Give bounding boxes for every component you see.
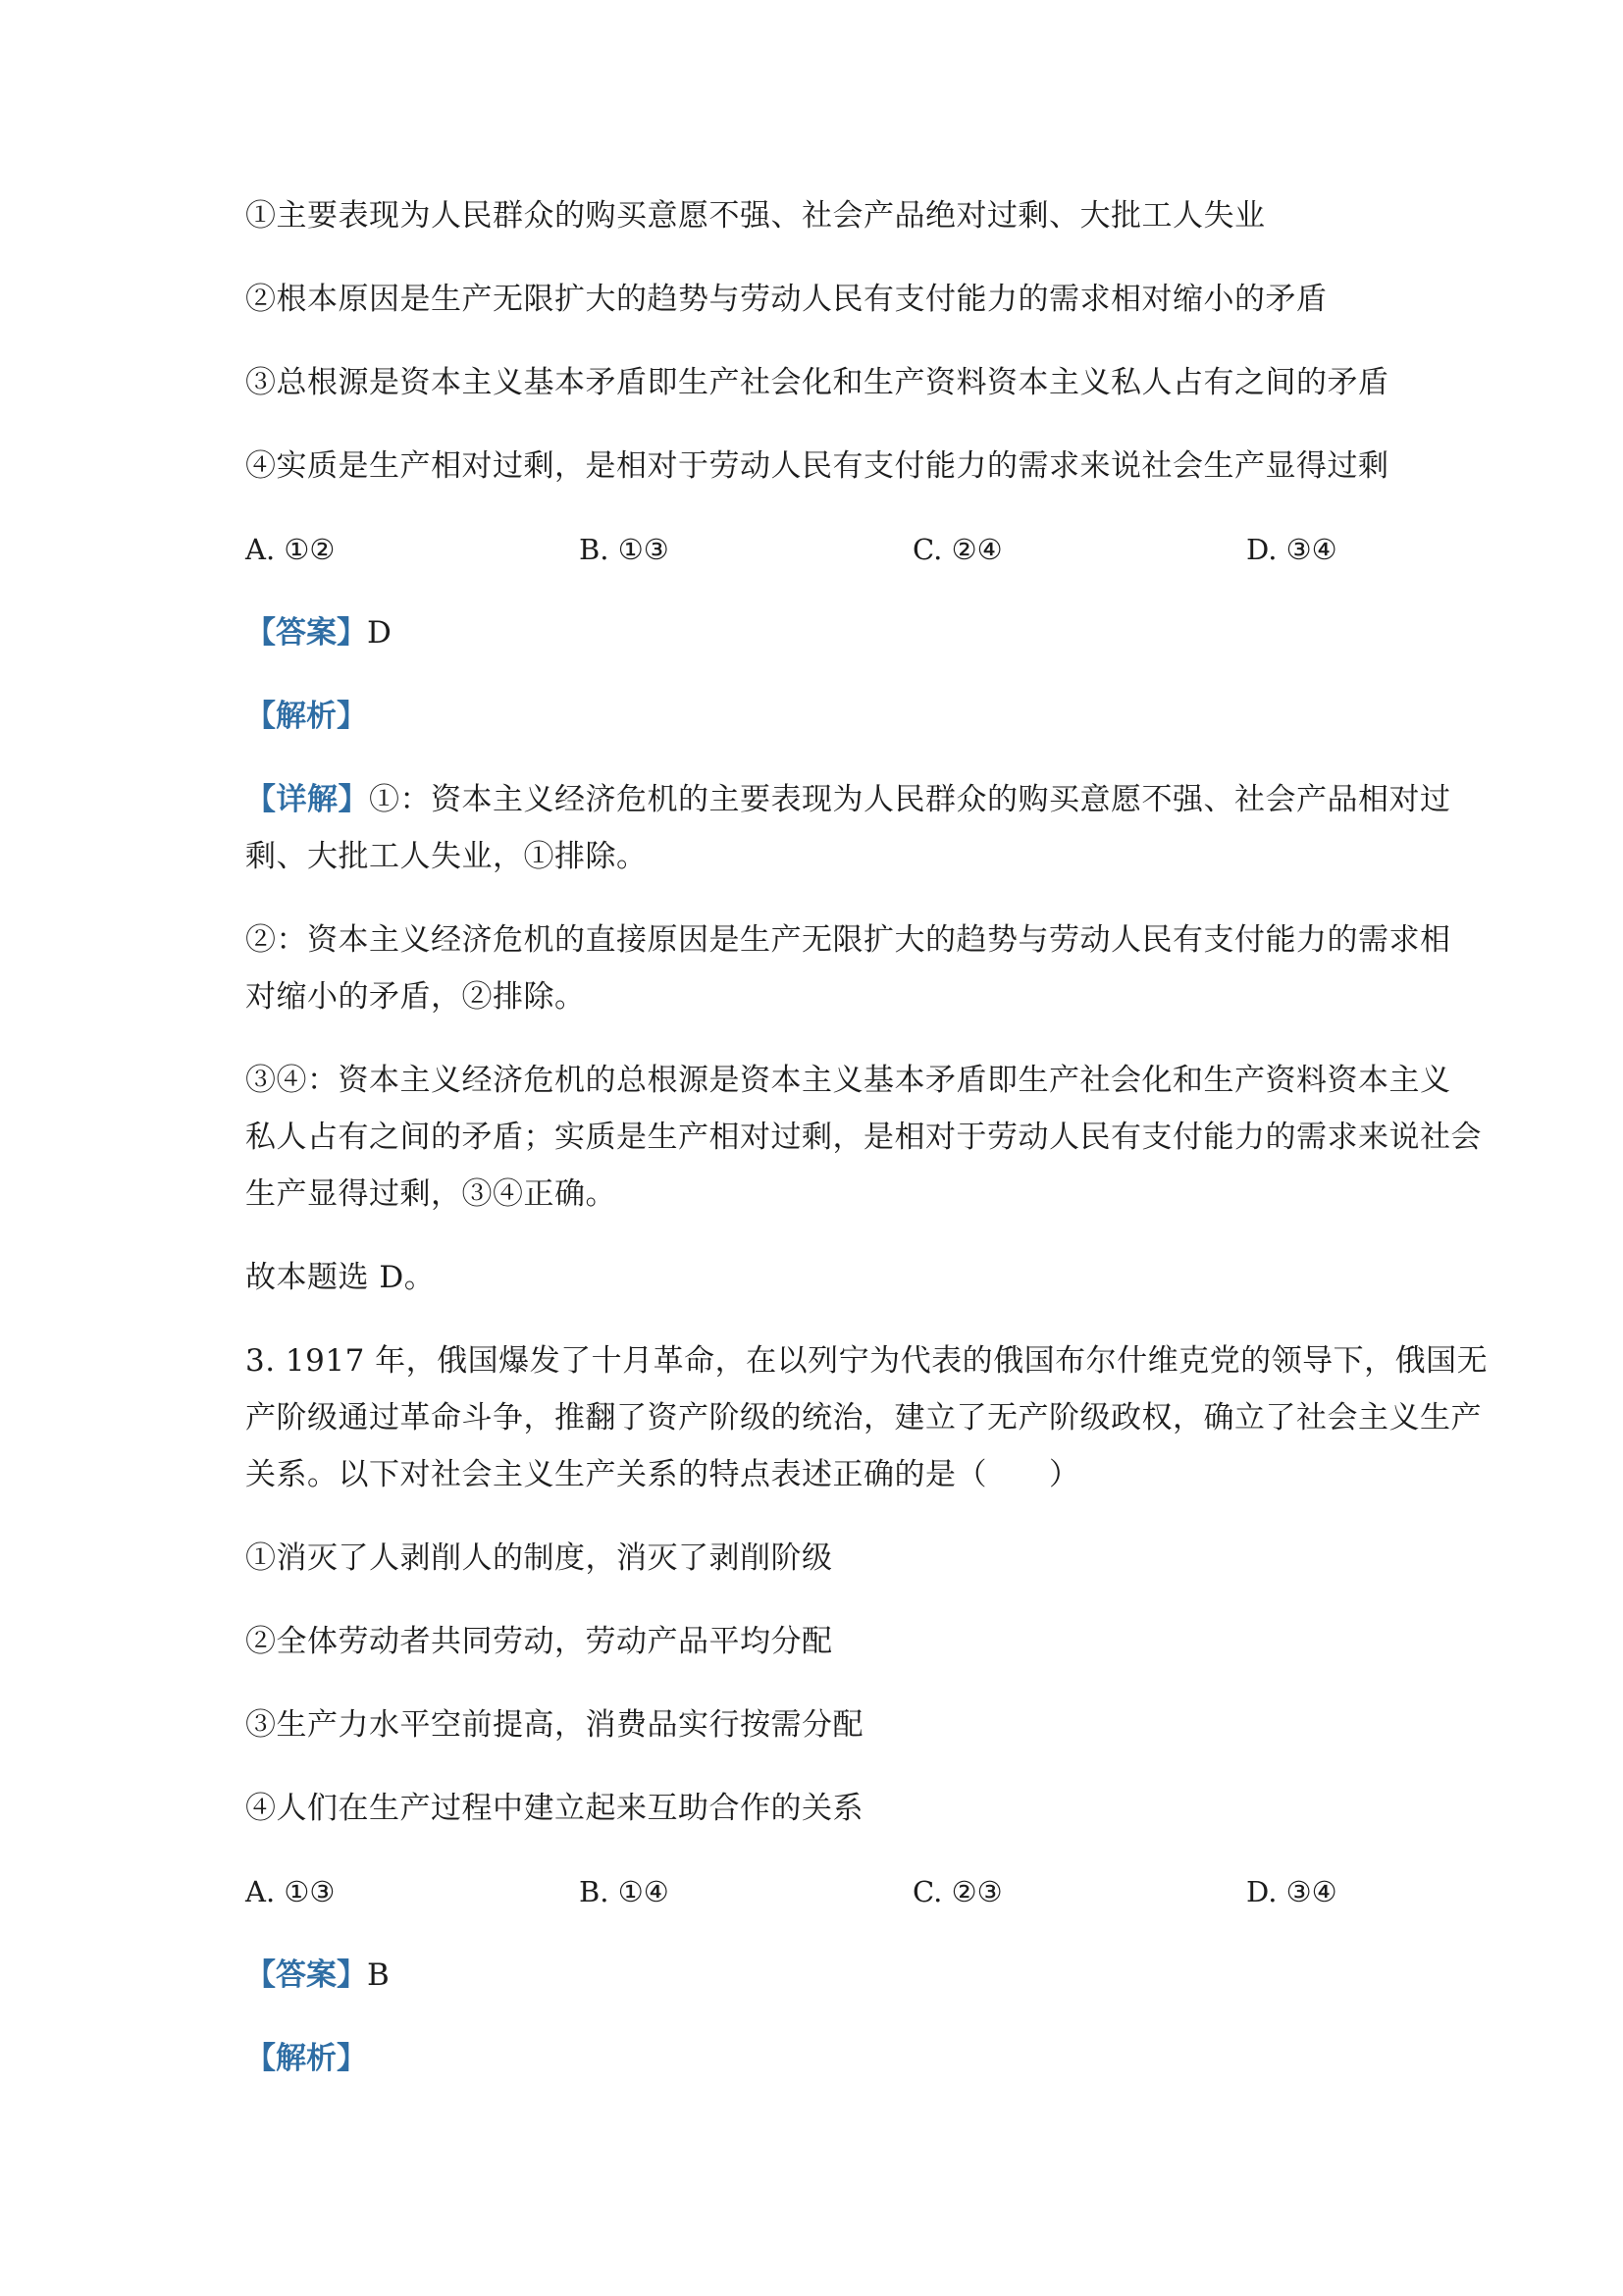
q3-options xyxy=(245,1872,1374,1911)
q2-detail-line-3: ②：资本主义经济危机的直接原因是生产无限扩大的趋势与劳动人民有支付能力的需求相 xyxy=(245,922,1451,958)
q2-option-c: C. ②④ xyxy=(913,533,1003,566)
q2-detail-line-6: 私人占有之间的矛盾；实质是生产相对过剩，是相对于劳动人民有支付能力的需求来说社会 xyxy=(245,1120,1482,1155)
q2-detail-line-5: ③④：资本主义经济危机的总根源是资本主义基本矛盾即生产社会化和生产资料资本主义 xyxy=(245,1063,1451,1098)
q3-answer-line xyxy=(245,1956,390,1995)
q3-statement-2: ②全体劳动者共同劳动，劳动产品平均分配 xyxy=(245,1624,833,1659)
q3-stem-line-1: 3. 1917 年，俄国爆发了十月革命，在以列宁为代表的俄国布尔什维克党的领导下，俄国无 xyxy=(245,1343,1489,1379)
q2-detail-line-2: 剩、大批工人失业，①排除。 xyxy=(245,839,648,874)
q2-option-b: B. ①③ xyxy=(579,533,669,566)
q3-option-a: A. ①③ xyxy=(245,1875,336,1908)
q2-options xyxy=(245,530,1374,569)
q2-option-d: D. ③④ xyxy=(1246,533,1337,566)
q2-answer-tag: 【答案】 xyxy=(245,615,367,651)
q2-answer-value: D xyxy=(367,615,392,651)
q3-statement-3: ③生产力水平空前提高，消费品实行按需分配 xyxy=(245,1707,864,1743)
q2-answer-line xyxy=(245,613,392,652)
q3-answer-value: B xyxy=(367,1957,390,1993)
q2-statement-2: ②根本原因是生产无限扩大的趋势与劳动人民有支付能力的需求相对缩小的矛盾 xyxy=(245,282,1328,317)
q2-detail-line-4: 对缩小的矛盾，②排除。 xyxy=(245,979,586,1015)
q3-stem-line-2: 产阶级通过革命斗争，推翻了资产阶级的统治，建立了无产阶级政权，确立了社会主义生产 xyxy=(245,1400,1482,1435)
q3-statement-4: ④人们在生产过程中建立起来互助合作的关系 xyxy=(245,1791,864,1826)
q2-statement-4: ④实质是生产相对过剩，是相对于劳动人民有支付能力的需求来说社会生产显得过剩 xyxy=(245,448,1389,484)
q2-detail-text-1: ①：资本主义经济危机的主要表现为人民群众的购买意愿不强、社会产品相对过 xyxy=(369,782,1451,817)
q2-option-a: A. ①② xyxy=(245,533,336,566)
q3-option-d: D. ③④ xyxy=(1246,1875,1337,1908)
q2-analysis-line xyxy=(245,697,367,736)
q2-detail-line-7: 生产显得过剩，③④正确。 xyxy=(245,1176,616,1212)
q2-detail-tag: 【详解】 xyxy=(245,782,369,817)
q3-answer-tag: 【答案】 xyxy=(245,1957,367,1993)
q3-statement-1: ①消灭了人剥削人的制度，消灭了剥削阶级 xyxy=(245,1540,833,1576)
q2-analysis-tag: 【解析】 xyxy=(245,699,367,734)
q3-option-b: B. ①④ xyxy=(579,1875,669,1908)
q2-statement-1: ①主要表现为人民群众的购买意愿不强、社会产品绝对过剩、大批工人失业 xyxy=(245,198,1266,234)
q2-detail-line-1 xyxy=(245,780,1451,819)
q2-conclusion: 故本题选 D。 xyxy=(245,1260,436,1295)
q3-analysis-line xyxy=(245,2039,367,2078)
q2-statement-3: ③总根源是资本主义基本矛盾即生产社会化和生产资料资本主义私人占有之间的矛盾 xyxy=(245,365,1389,400)
q3-stem-line-3: 关系。以下对社会主义生产关系的特点表述正确的是（ ） xyxy=(245,1457,1080,1492)
q3-option-c: C. ②③ xyxy=(913,1875,1003,1908)
q3-analysis-tag: 【解析】 xyxy=(245,2041,367,2076)
